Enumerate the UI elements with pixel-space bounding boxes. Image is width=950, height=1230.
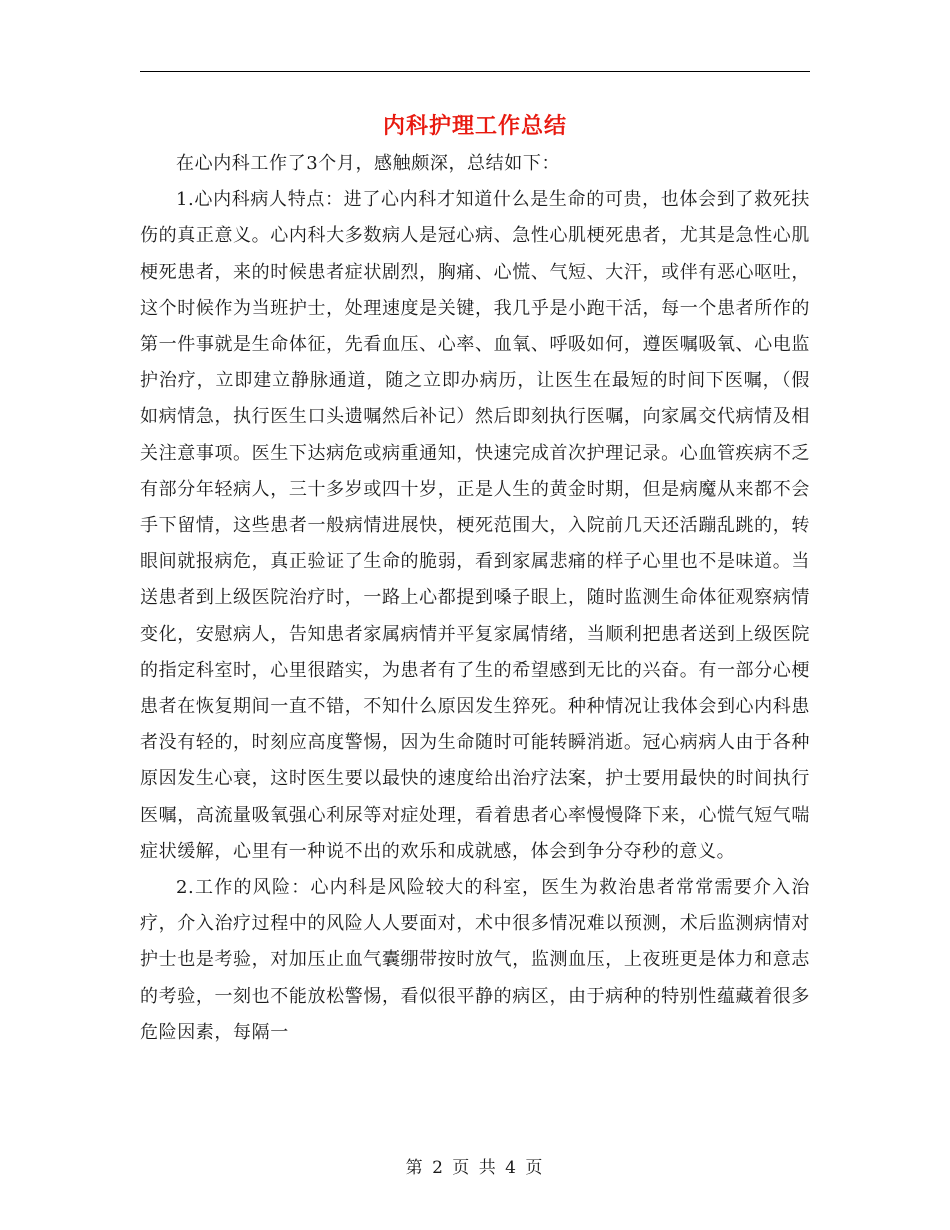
paragraph-work-risks: 2.工作的风险：心内科是风险较大的科室，医生为救治患者常常需要介入治疗，介入治疗过程中的风险人人要面对，术中很多情况难以预测，术后监测病情对护士也是考验，对加压止血气囊绷带按时放气，监测血压，上夜班更是体力和意志的考验，一刻也不能放松警惕，看似很平静的病区，由于病种的特别性蕴藏着很多危险因素，每隔一	[140, 877, 810, 1043]
page-number-footer: 第 2 页 共 4 页	[405, 1158, 545, 1178]
paragraph-intro: 在心内科工作了3个月，感触颇深，总结如下：	[176, 153, 561, 174]
document-title: 内科护理工作总结	[382, 113, 567, 139]
header-rule	[140, 71, 810, 72]
paragraph-patient-characteristics: 1.心内科病人特点：进了心内科才知道什么是生命的可贵，也体会到了救死扶伤的真正意义。心内科大多数病人是冠心病、急性心肌梗死患者，尤其是急性心肌梗死患者，来的时候患者症状剧烈，胸痛、心慌、气短、大汗，或伴有恶心呕吐，这个时候作为当班护士，处理速度是关键，我几乎是小跑干活，每一个患者所作的第一件事就是生命体征，先看血压、心率、血氧、呼吸如何，遵医嘱吸氧、心电监护治疗，立即建立静脉通道，随之立即办病历，让医生在最短的时间下医嘱，（假如病情急，执行医生口头遗嘱然后补记）然后即刻执行医嘱，向家属交代病情及相关注意事项。医生下达病危或病重通知，快速完成首次护理记录。心血管疾病不乏有部分年轻病人，三十多岁或四十岁，正是人生的黄金时期，但是病魔从来都不会手下留情，这些患者一般病情进展快，梗死范围大，入院前几天还活蹦乱跳的，转眼间就报病危，真正验证了生命的脆弱，看到家属悲痛的样子心里也不是味道。当送患者到上级医院治疗时，一路上心都提到嗓子眼上，随时监测生命体征观察病情变化，安慰病人，告知患者家属病情并平复家属情绪，当顺利把患者送到上级医院的指定科室时，心里很踏实，为患者有了生的希望感到无比的兴奋。有一部分心梗患者在恢复期间一直不错，不知什么原因发生猝死。种种情况让我体会到心内科患者没有轻的，时刻应高度警惕，因为生命随时可能转瞬消逝。冠心病病人由于各种原因发生心衰，这时医生要以最快的速度给出治疗法案，护士要用最快的时间执行医嘱，高流量吸氧强心利尿等对症处理，看着患者心率慢慢降下来，心慌气短气喘症状缓解，心里有一种说不出的欢乐和成就感，体会到争分夺秒的意义。	[140, 189, 810, 862]
document-body	[140, 146, 810, 1051]
